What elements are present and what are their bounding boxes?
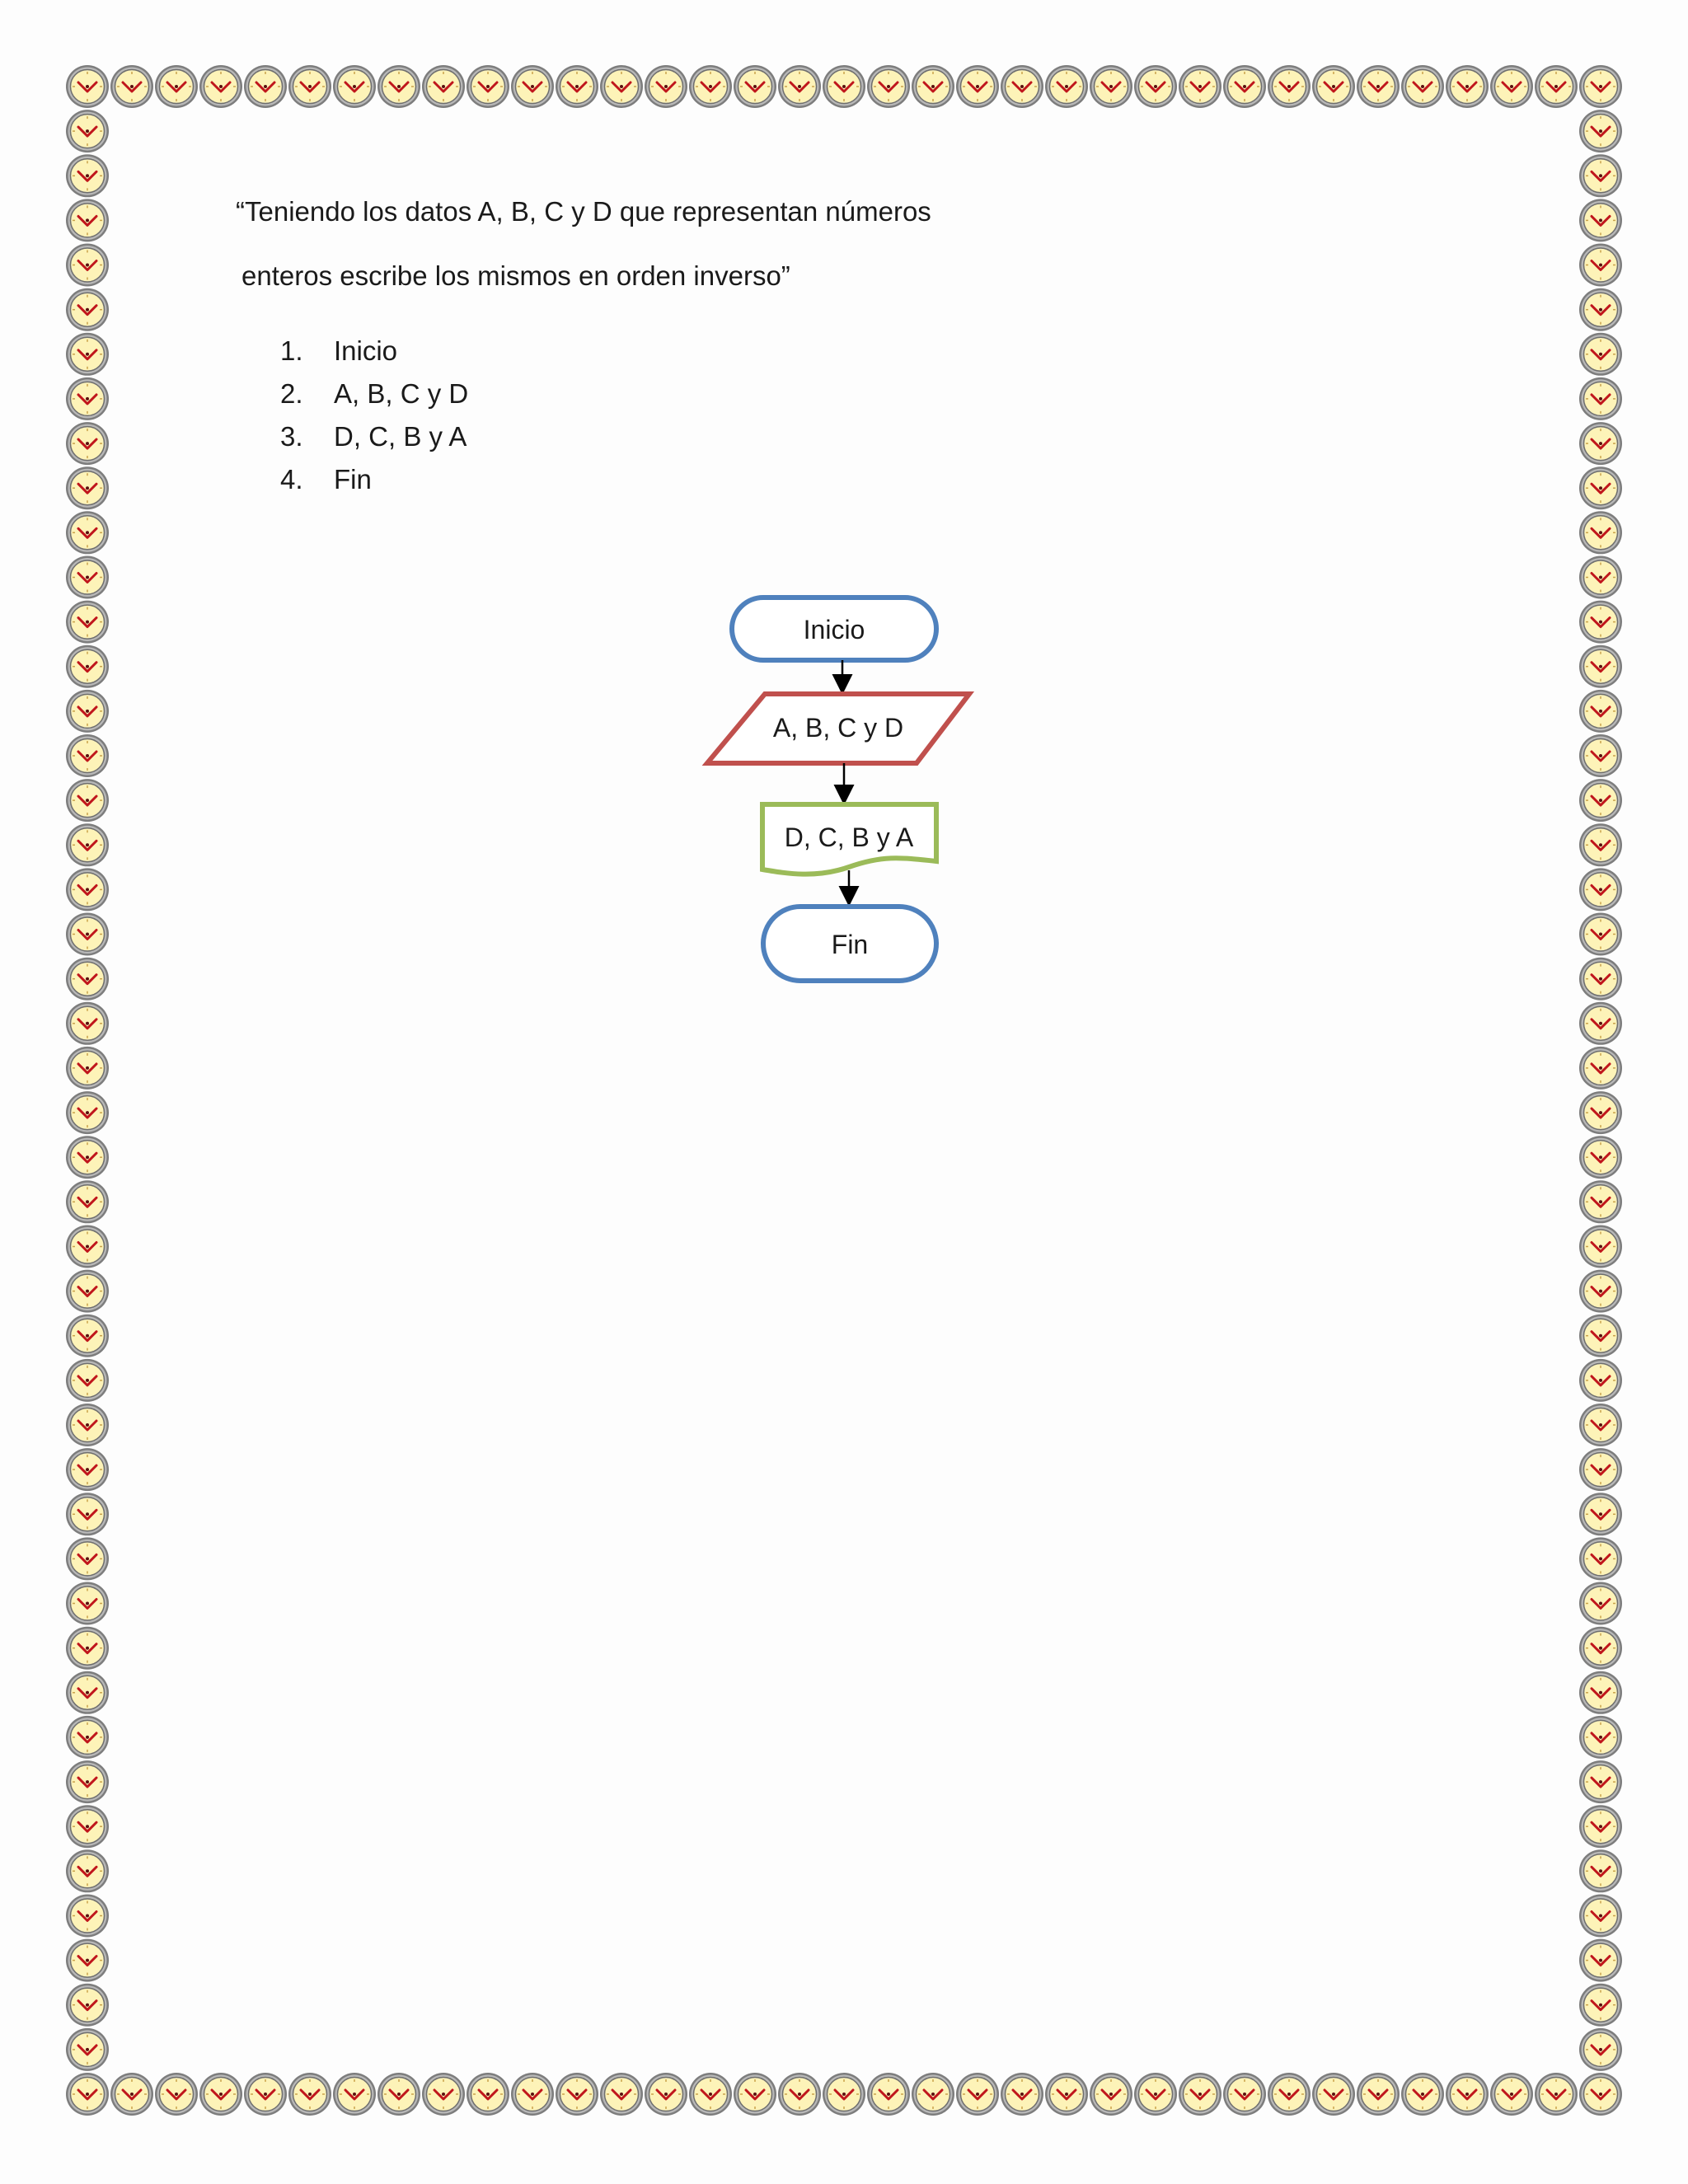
clock-icon xyxy=(244,2073,287,2116)
clock-icon xyxy=(956,65,999,108)
clock-icon xyxy=(66,65,109,108)
prompt-text-line-2: enteros escribe los mismos en orden inverso” xyxy=(241,260,790,291)
clock-icon xyxy=(1579,601,1622,644)
clock-icon xyxy=(66,1493,109,1535)
clock-icon xyxy=(645,2073,687,2116)
clock-icon xyxy=(734,65,776,108)
clock-icon xyxy=(689,2073,732,2116)
clock-icon xyxy=(66,868,109,911)
clock-icon xyxy=(778,2073,821,2116)
flowchart-input-label: A, B, C y D xyxy=(772,713,904,743)
clock-icon xyxy=(1579,958,1622,1001)
clock-icon xyxy=(155,2073,198,2116)
clock-icon xyxy=(66,422,109,465)
step-text: Inicio xyxy=(334,335,398,366)
clock-icon xyxy=(66,1984,109,2027)
clock-icon xyxy=(823,2073,865,2116)
clock-icon xyxy=(333,65,376,108)
clock-icon xyxy=(778,65,821,108)
clock-icon xyxy=(1579,2028,1622,2071)
clock-icon xyxy=(66,1270,109,1313)
clock-icon xyxy=(66,1091,109,1134)
clock-icon xyxy=(1579,1984,1622,2027)
step-text: A, B, C y D xyxy=(334,378,469,409)
clock-icon xyxy=(1579,823,1622,866)
prompt-text-line-1: “Teniendo los datos A, B, C y D que representan números xyxy=(236,196,931,227)
clock-icon xyxy=(66,645,109,688)
clock-icon xyxy=(1045,65,1088,108)
clock-icon xyxy=(1579,1448,1622,1491)
clock-icon xyxy=(734,2073,776,2116)
flowchart-end-node xyxy=(763,907,936,981)
clock-icon xyxy=(1579,1895,1622,1938)
step-number: 3. xyxy=(280,421,303,452)
clock-icon xyxy=(66,958,109,1001)
clock-icon xyxy=(66,1002,109,1045)
clock-icon xyxy=(1268,65,1311,108)
clock-icon xyxy=(467,65,509,108)
clock-icon xyxy=(288,2073,331,2116)
clock-icon xyxy=(1579,288,1622,331)
clock-icon xyxy=(1312,2073,1355,2116)
clock-icon xyxy=(556,2073,598,2116)
clock-icon xyxy=(1090,2073,1132,2116)
clock-icon xyxy=(66,823,109,866)
clock-icon xyxy=(1579,1180,1622,1223)
clock-icon xyxy=(1490,2073,1533,2116)
clock-icon xyxy=(66,1226,109,1268)
clock-icon xyxy=(66,1716,109,1759)
clock-icon xyxy=(912,2073,954,2116)
clock-icon xyxy=(1579,199,1622,241)
clock-icon xyxy=(1401,65,1444,108)
clock-icon xyxy=(66,779,109,822)
clock-icon xyxy=(66,2073,109,2116)
clock-icon xyxy=(66,1047,109,1090)
flowchart-end-label: Fin xyxy=(831,930,869,959)
clock-icon xyxy=(1579,913,1622,956)
clock-icon xyxy=(66,2028,109,2071)
clock-icon xyxy=(1223,65,1266,108)
clock-icon xyxy=(1579,1315,1622,1357)
clock-icon xyxy=(155,65,198,108)
clock-icon xyxy=(1579,645,1622,688)
clock-icon xyxy=(1579,2073,1622,2116)
clock-icon xyxy=(377,2073,420,2116)
clock-icon xyxy=(1357,65,1400,108)
clock-icon xyxy=(1490,65,1533,108)
clock-icon xyxy=(1579,1136,1622,1179)
clock-icon xyxy=(1579,1091,1622,1134)
clock-icon xyxy=(288,65,331,108)
clock-icon xyxy=(1579,110,1622,152)
clock-icon xyxy=(1535,2073,1578,2116)
clock-icon xyxy=(1579,556,1622,599)
clock-icon xyxy=(1312,65,1355,108)
clock-icon xyxy=(110,65,153,108)
clock-icon xyxy=(422,65,465,108)
clock-icon xyxy=(66,1315,109,1357)
clock-icon xyxy=(1579,1226,1622,1268)
clock-icon xyxy=(66,288,109,331)
clock-icon xyxy=(956,2073,999,2116)
clock-icon xyxy=(689,65,732,108)
clock-icon xyxy=(823,65,865,108)
clock-icon xyxy=(1579,65,1622,108)
clock-icon xyxy=(66,690,109,733)
list-item xyxy=(280,415,468,458)
clock-icon xyxy=(1001,65,1043,108)
clock-icon xyxy=(867,65,910,108)
clock-icon xyxy=(1001,2073,1043,2116)
step-number: 4. xyxy=(280,464,303,494)
flowchart-output-node xyxy=(762,804,936,874)
clock-icon xyxy=(1579,244,1622,287)
clock-icon xyxy=(1579,779,1622,822)
clock-icon xyxy=(1579,377,1622,420)
clock-icon xyxy=(1579,1671,1622,1714)
clock-icon xyxy=(66,154,109,197)
flowchart-start-label: Inicio xyxy=(803,615,865,644)
clock-icon xyxy=(66,244,109,287)
algorithm-steps-list xyxy=(280,330,468,501)
clock-icon xyxy=(1579,511,1622,554)
clock-icon xyxy=(66,601,109,644)
flowchart-diagram xyxy=(692,585,981,997)
clock-icon xyxy=(1446,65,1489,108)
step-number: 1. xyxy=(280,335,303,366)
clock-icon xyxy=(1579,333,1622,376)
clock-icon xyxy=(511,2073,554,2116)
clock-icon xyxy=(645,65,687,108)
clock-icon xyxy=(66,466,109,509)
clock-icon xyxy=(199,2073,242,2116)
clock-icon xyxy=(66,1582,109,1625)
list-item xyxy=(280,330,468,373)
clock-icon xyxy=(66,913,109,956)
clock-icon xyxy=(66,110,109,152)
flowchart-start-node xyxy=(732,598,936,660)
clock-icon xyxy=(66,199,109,241)
clock-icon xyxy=(199,65,242,108)
clock-icon xyxy=(377,65,420,108)
step-text: Fin xyxy=(334,464,372,494)
clock-icon xyxy=(66,511,109,554)
clock-icon xyxy=(1579,466,1622,509)
clock-icon xyxy=(1579,868,1622,911)
clock-icon xyxy=(66,1180,109,1223)
clock-icon xyxy=(600,2073,643,2116)
clock-icon xyxy=(1268,2073,1311,2116)
clock-icon xyxy=(1134,2073,1177,2116)
clock-icon xyxy=(1134,65,1177,108)
clock-icon xyxy=(66,1895,109,1938)
clock-icon xyxy=(1579,1760,1622,1803)
clock-icon xyxy=(1090,65,1132,108)
clock-icon xyxy=(1179,2073,1221,2116)
clock-icon xyxy=(66,556,109,599)
clock-icon xyxy=(556,65,598,108)
clock-icon xyxy=(66,1760,109,1803)
clock-icon xyxy=(1535,65,1578,108)
clock-icon xyxy=(1579,154,1622,197)
clock-icon xyxy=(66,1404,109,1446)
step-number: 2. xyxy=(280,378,303,409)
clock-icon xyxy=(511,65,554,108)
clock-icon xyxy=(66,333,109,376)
clock-icon xyxy=(1579,1716,1622,1759)
clock-icon xyxy=(66,1849,109,1892)
clock-icon xyxy=(66,1136,109,1179)
clock-icon xyxy=(600,65,643,108)
clock-icon xyxy=(1579,422,1622,465)
list-item xyxy=(280,458,468,501)
clock-icon xyxy=(1579,1270,1622,1313)
clock-icon xyxy=(1179,65,1221,108)
clock-icon xyxy=(1579,1582,1622,1625)
clock-icon xyxy=(1579,1047,1622,1090)
clock-icon xyxy=(1357,2073,1400,2116)
clock-icon xyxy=(1579,1627,1622,1670)
clock-icon xyxy=(1579,1359,1622,1402)
clock-icon xyxy=(66,734,109,777)
flowchart-input-node xyxy=(707,694,969,763)
clock-icon xyxy=(66,1805,109,1848)
clock-icon xyxy=(1579,1493,1622,1535)
clock-icon xyxy=(110,2073,153,2116)
clock-icon xyxy=(912,65,954,108)
clock-icon xyxy=(66,377,109,420)
clock-icon xyxy=(66,1939,109,1982)
clock-icon xyxy=(244,65,287,108)
clock-icon xyxy=(1223,2073,1266,2116)
clock-icon xyxy=(867,2073,910,2116)
clock-icon xyxy=(1401,2073,1444,2116)
list-item xyxy=(280,373,468,415)
clock-icon xyxy=(1446,2073,1489,2116)
clock-icon xyxy=(1045,2073,1088,2116)
clock-icon xyxy=(66,1359,109,1402)
clock-icon xyxy=(1579,1849,1622,1892)
clock-icon xyxy=(66,1537,109,1580)
clock-icon xyxy=(1579,1805,1622,1848)
clock-icon xyxy=(467,2073,509,2116)
clock-icon xyxy=(1579,1537,1622,1580)
clock-icon xyxy=(1579,1939,1622,1982)
clock-icon xyxy=(66,1448,109,1491)
clock-icon xyxy=(1579,1404,1622,1446)
clock-icon xyxy=(1579,1002,1622,1045)
clock-icon xyxy=(1579,690,1622,733)
clock-icon xyxy=(66,1671,109,1714)
clock-icon xyxy=(333,2073,376,2116)
step-text: D, C, B y A xyxy=(334,421,467,452)
clock-icon xyxy=(1579,734,1622,777)
flowchart-output-label: D, C, B y A xyxy=(784,823,914,852)
clock-icon xyxy=(66,1627,109,1670)
clock-icon xyxy=(422,2073,465,2116)
